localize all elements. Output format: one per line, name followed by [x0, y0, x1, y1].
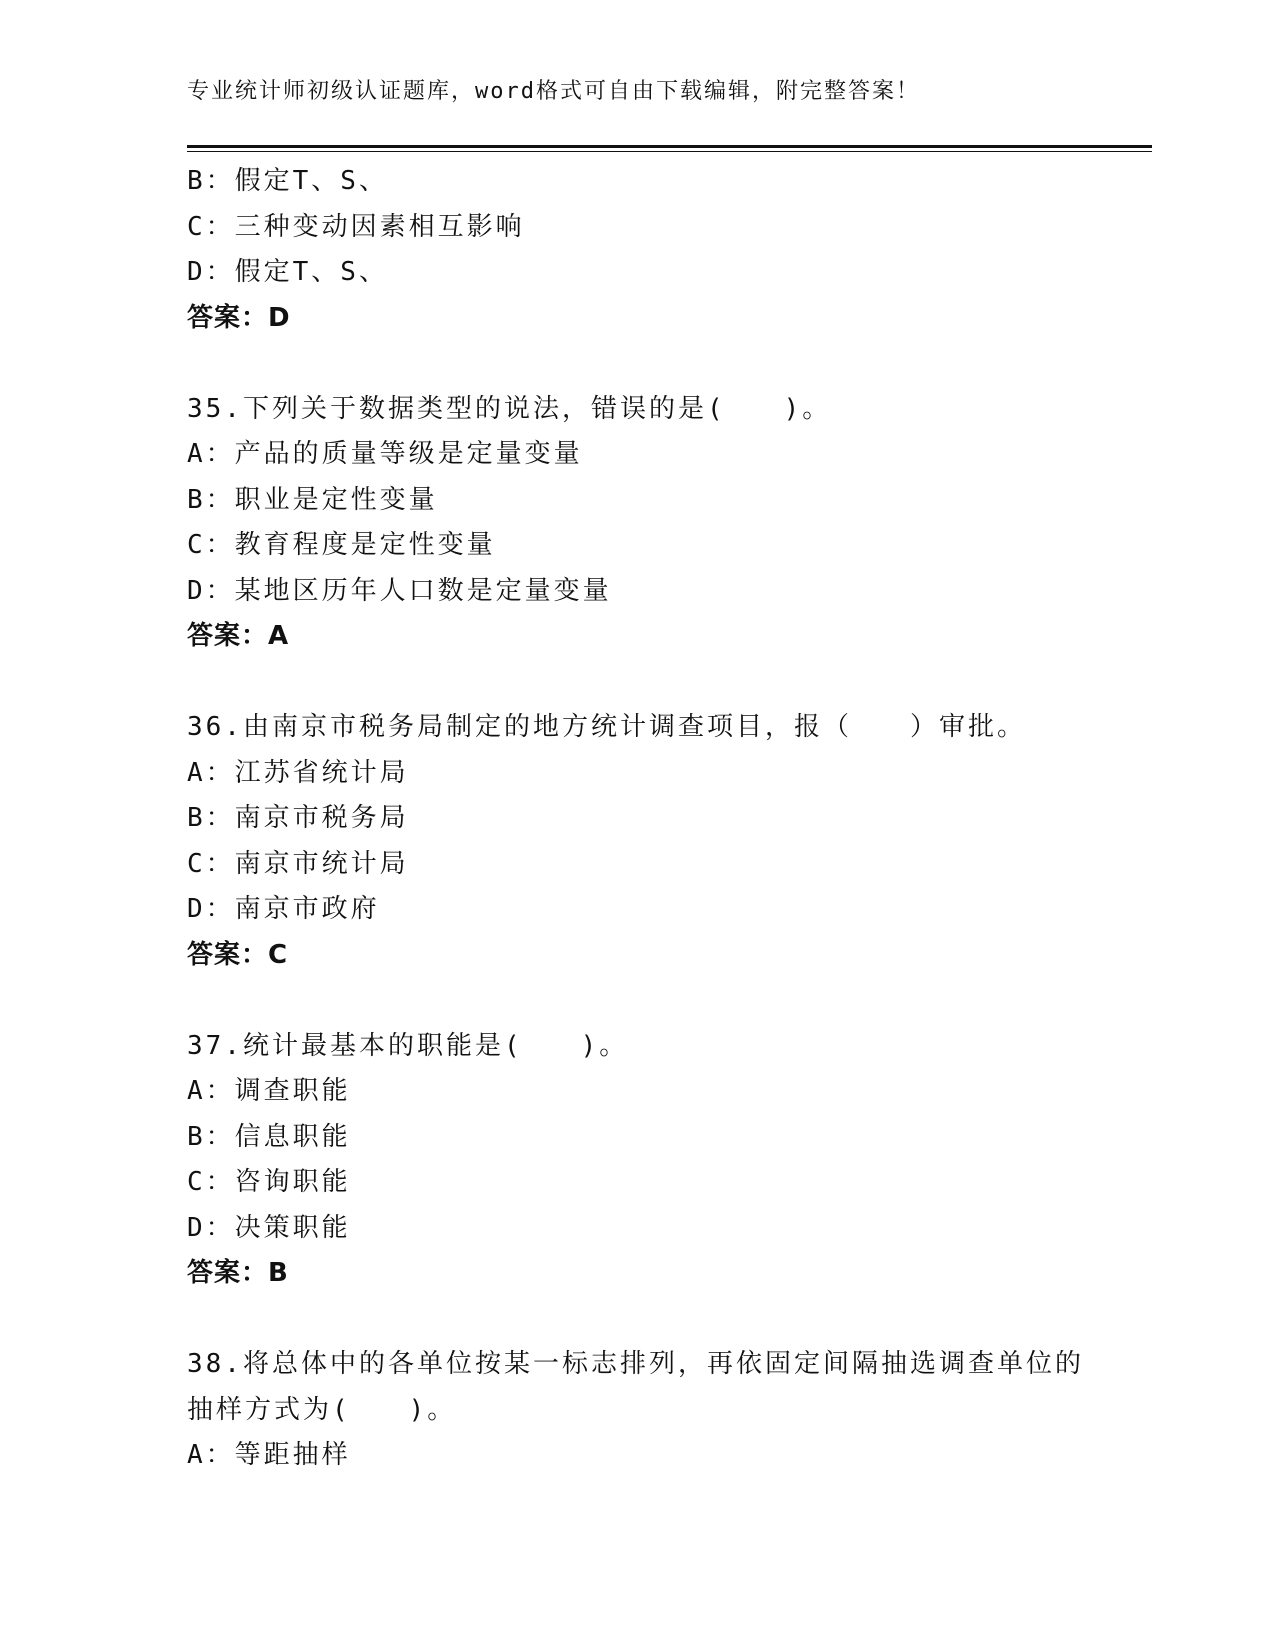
spacer	[187, 341, 1087, 387]
option-d: D：南京市政府	[187, 894, 380, 924]
option-a: A：江苏省统计局	[187, 757, 409, 788]
option-b: B：南京市税务局	[187, 803, 409, 833]
spacer	[187, 660, 1087, 706]
answer-line: 答案：B	[187, 1258, 289, 1288]
question-block-38	[187, 1342, 1087, 1479]
question-stem: 36.由南京市税务局制定的地方统计调查项目，报（ ）审批。	[187, 712, 1026, 742]
question-block-35	[187, 387, 1087, 660]
answer-line: 答案：C	[187, 939, 289, 970]
option-b: B：职业是定性变量	[187, 484, 438, 515]
option-c: C：咨询职能	[187, 1167, 351, 1197]
question-list	[187, 159, 1087, 1479]
option-a: A：产品的质量等级是定量变量	[187, 439, 583, 469]
option-c: C：南京市统计局	[187, 848, 409, 879]
question-stem: 37.统计最基本的职能是( )。	[187, 1030, 629, 1061]
option-d: D：某地区历年人口数是定量变量	[187, 575, 612, 606]
spacer	[187, 978, 1087, 1024]
option-c: C：三种变动因素相互影响	[187, 211, 525, 242]
answer-line: 答案：A	[187, 621, 290, 651]
question-block-37	[187, 1024, 1087, 1297]
option-a: A：调查职能	[187, 1076, 351, 1106]
header-rule-thin	[187, 151, 1152, 152]
option-b: B：信息职能	[187, 1121, 351, 1152]
question-stem: 38.将总体中的各单位按某一标志排列，再依固定间隔抽选调查单位的	[187, 1349, 1084, 1379]
option-b: B：假定T、S、	[187, 166, 388, 196]
question-stem-continued: 抽样方式为( )。	[187, 1394, 457, 1425]
option-d: D：假定T、S、	[187, 257, 388, 287]
option-c: C：教育程度是定性变量	[187, 530, 496, 560]
page-header-title: 专业统计师初级认证题库，word格式可自由下载编辑，附完整答案！	[187, 79, 920, 104]
option-a: A：等距抽样	[187, 1440, 351, 1470]
header-rule-thick	[187, 145, 1152, 148]
option-d: D：决策职能	[187, 1212, 351, 1243]
spacer	[187, 1297, 1087, 1343]
question-stem: 35.下列关于数据类型的说法，错误的是( )。	[187, 393, 832, 424]
answer-line: 答案：D	[187, 302, 291, 333]
question-block-34	[187, 159, 1087, 341]
question-block-36	[187, 705, 1087, 978]
